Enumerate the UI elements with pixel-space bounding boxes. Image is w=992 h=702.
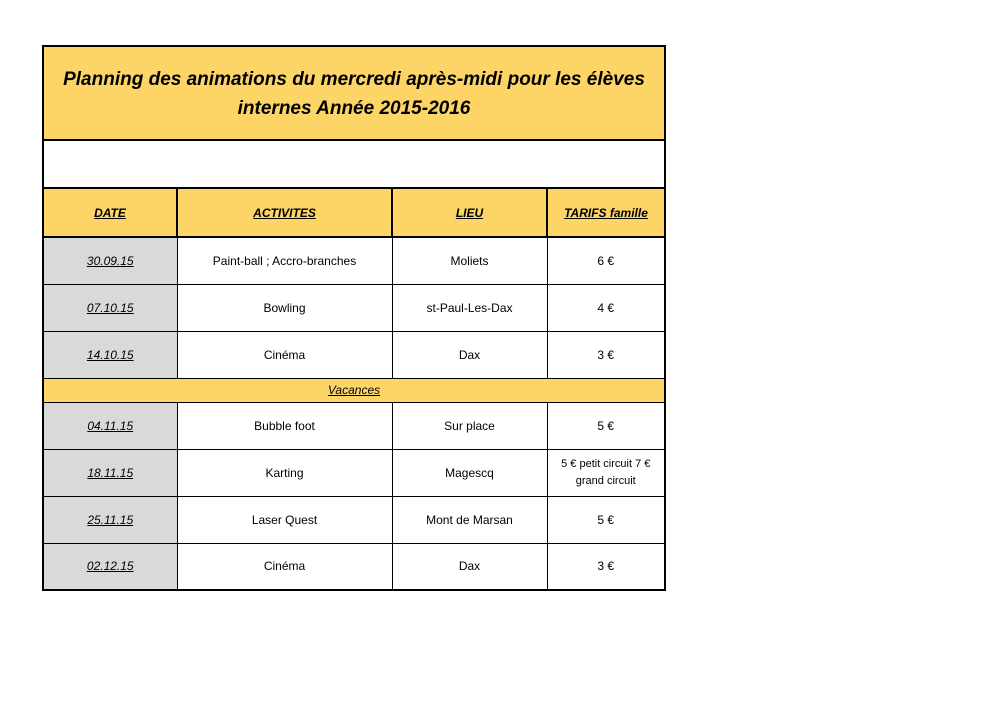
tarif-cell: 3 € (547, 331, 664, 378)
date-cell: 04.11.15 (44, 402, 177, 449)
table-row (44, 496, 664, 543)
planning-sheet (42, 45, 666, 591)
lieu-cell: st-Paul-Les-Dax (392, 284, 547, 331)
activite-cell: Laser Quest (177, 496, 392, 543)
tarif-cell: 4 € (547, 284, 664, 331)
header-activites: ACTIVITES (177, 189, 392, 237)
activite-cell: Cinéma (177, 543, 392, 590)
tarif-multiline: 5 € petit circuit 7 € grand circuit (561, 457, 651, 487)
table-row (44, 331, 664, 378)
tarif-cell: 5 € (547, 496, 664, 543)
page-title: Planning des animations du mercredi après-midi pour les élèves internes Année 2015-2016 (63, 69, 645, 119)
tarif-cell: 3 € (547, 543, 664, 590)
blank-row (44, 141, 664, 189)
planning-table (44, 189, 664, 591)
tarif-cell: 5 € (547, 402, 664, 449)
tarif-cell (547, 449, 664, 496)
table-row (44, 402, 664, 449)
header-tarifs: TARIFS famille (547, 189, 664, 237)
date-cell: 14.10.15 (44, 331, 177, 378)
header-lieu: LIEU (392, 189, 547, 237)
date-cell: 18.11.15 (44, 449, 177, 496)
activite-cell: Bubble foot (177, 402, 392, 449)
header-row (44, 189, 664, 237)
date-cell: 02.12.15 (44, 543, 177, 590)
vacances-row (44, 378, 664, 402)
activite-cell: Bowling (177, 284, 392, 331)
lieu-cell: Magescq (392, 449, 547, 496)
title-block (44, 47, 664, 141)
tarif-cell: 6 € (547, 237, 664, 284)
lieu-cell: Moliets (392, 237, 547, 284)
lieu-cell: Dax (392, 331, 547, 378)
table-row (44, 543, 664, 590)
table-row (44, 284, 664, 331)
table-row (44, 237, 664, 284)
date-cell: 25.11.15 (44, 496, 177, 543)
lieu-cell: Dax (392, 543, 547, 590)
date-cell: 07.10.15 (44, 284, 177, 331)
vacances-label: Vacances (44, 378, 664, 402)
activite-cell: Cinéma (177, 331, 392, 378)
table-row (44, 449, 664, 496)
activite-cell: Karting (177, 449, 392, 496)
date-cell: 30.09.15 (44, 237, 177, 284)
activite-cell: Paint-ball ; Accro-branches (177, 237, 392, 284)
lieu-cell: Mont de Marsan (392, 496, 547, 543)
header-date: DATE (44, 189, 177, 237)
lieu-cell: Sur place (392, 402, 547, 449)
